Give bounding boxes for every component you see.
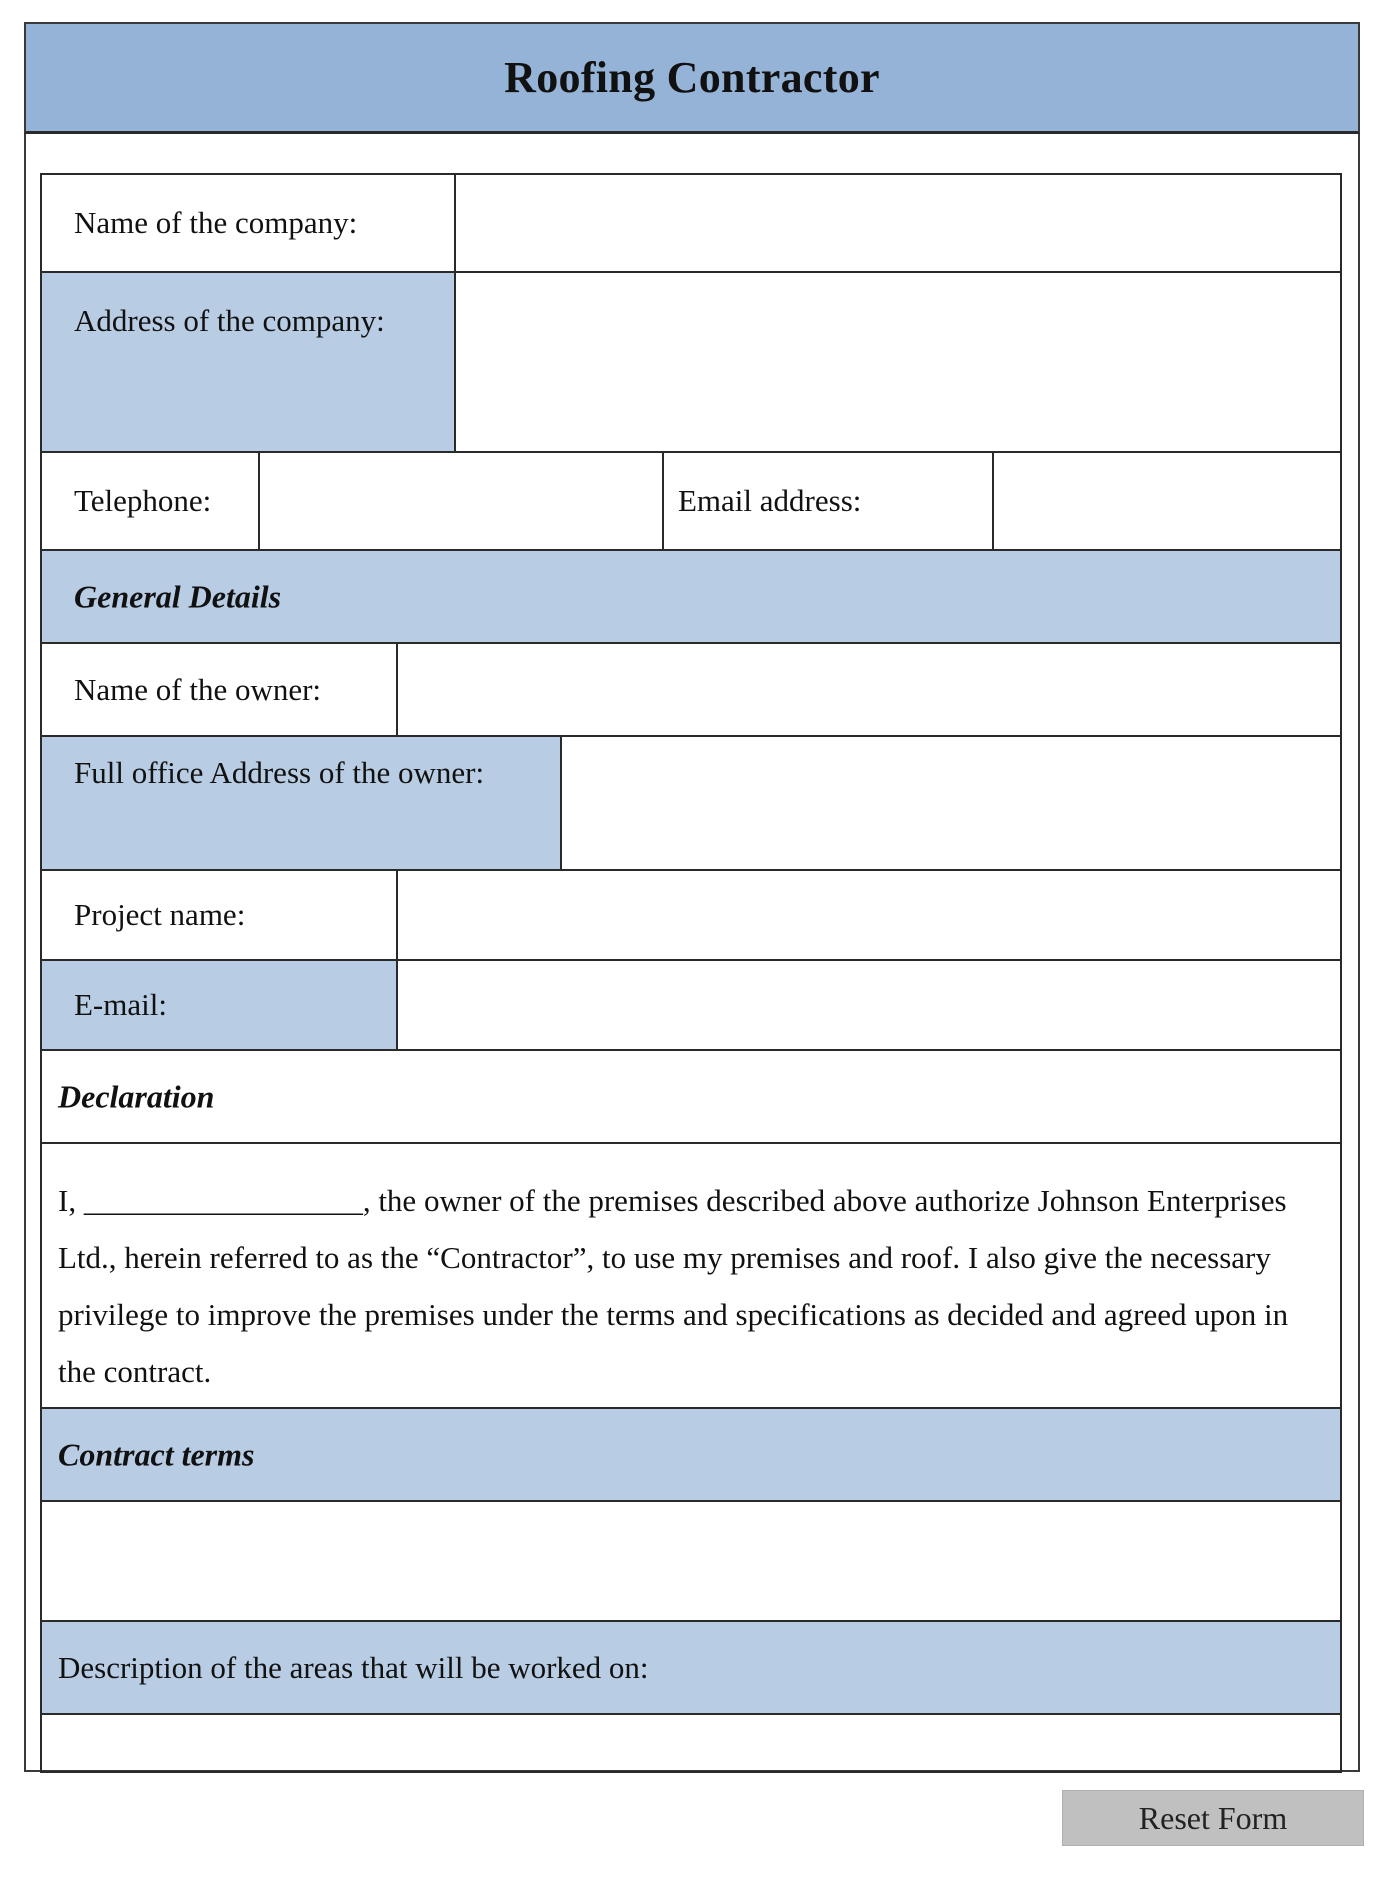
company-name-field[interactable] [456,175,1340,271]
owner-email-field[interactable] [398,961,1340,1049]
declaration-heading-row [42,1051,1340,1144]
project-name-label-cell [42,871,396,959]
general-details-heading: General Details [74,578,282,614]
email-address-field-cell [992,453,1340,549]
owner-email-field-cell [396,961,1340,1049]
areas-label: Description of the areas that will be worked on: [58,1649,649,1685]
email-address-label-cell [662,453,992,549]
owner-email-row [42,961,1340,1051]
page-title: Roofing Contractor [504,53,880,102]
project-name-label: Project name: [74,897,246,932]
company-address-label-cell [42,273,454,451]
reset-form-button[interactable]: Reset Form [1062,1790,1364,1846]
project-name-field[interactable] [398,871,1340,959]
company-address-row [42,273,1340,453]
areas-heading-row [42,1622,1340,1715]
owner-email-label: E-mail: [74,987,167,1022]
declaration-text: I, __________________, the owner of the premises described above authorize Johnson Enterprises Ltd., herein referred to as the “Contractor”, to use my premises and roof. I also give the necessary privilege to improve the premises under the terms and specifications as decided and agreed upon in the contract. [58,1183,1289,1389]
company-name-row [42,175,1340,273]
company-address-field-cell [454,273,1340,451]
email-address-field[interactable] [994,453,1340,549]
areas-field-row [42,1715,1340,1771]
title-bar [24,22,1360,134]
form-table [40,173,1342,1773]
company-name-label-cell [42,175,454,271]
company-name-label: Name of the company: [74,205,358,240]
declaration-text-row [42,1144,1340,1409]
declaration-heading: Declaration [58,1078,215,1114]
owner-address-label-cell [42,737,560,869]
company-name-field-cell [454,175,1340,271]
email-address-label: Email address: [678,483,862,518]
areas-field[interactable] [42,1715,1340,1771]
project-name-row [42,871,1340,961]
telephone-label-cell [42,453,258,549]
owner-address-field-cell [560,737,1340,869]
general-details-heading-row [42,551,1340,644]
owner-address-row [42,737,1340,871]
owner-address-field[interactable] [562,737,1340,869]
owner-email-label-cell [42,961,396,1049]
contract-terms-heading: Contract terms [58,1436,255,1472]
owner-name-row [42,644,1340,737]
contract-terms-field-row [42,1502,1340,1622]
contract-terms-heading-row [42,1409,1340,1502]
owner-name-label: Name of the owner: [74,671,322,707]
company-address-field[interactable] [456,273,1340,451]
owner-name-field-cell [396,644,1340,735]
project-name-field-cell [396,871,1340,959]
contract-terms-field[interactable] [42,1502,1340,1620]
owner-address-label: Full office Address of the owner: [74,755,485,790]
owner-name-label-cell [42,644,396,735]
contact-row [42,453,1340,551]
telephone-field[interactable] [260,453,662,549]
owner-name-field[interactable] [398,644,1340,735]
company-address-label: Address of the company: [74,303,385,338]
telephone-field-cell [258,453,662,549]
telephone-label: Telephone: [74,483,212,518]
